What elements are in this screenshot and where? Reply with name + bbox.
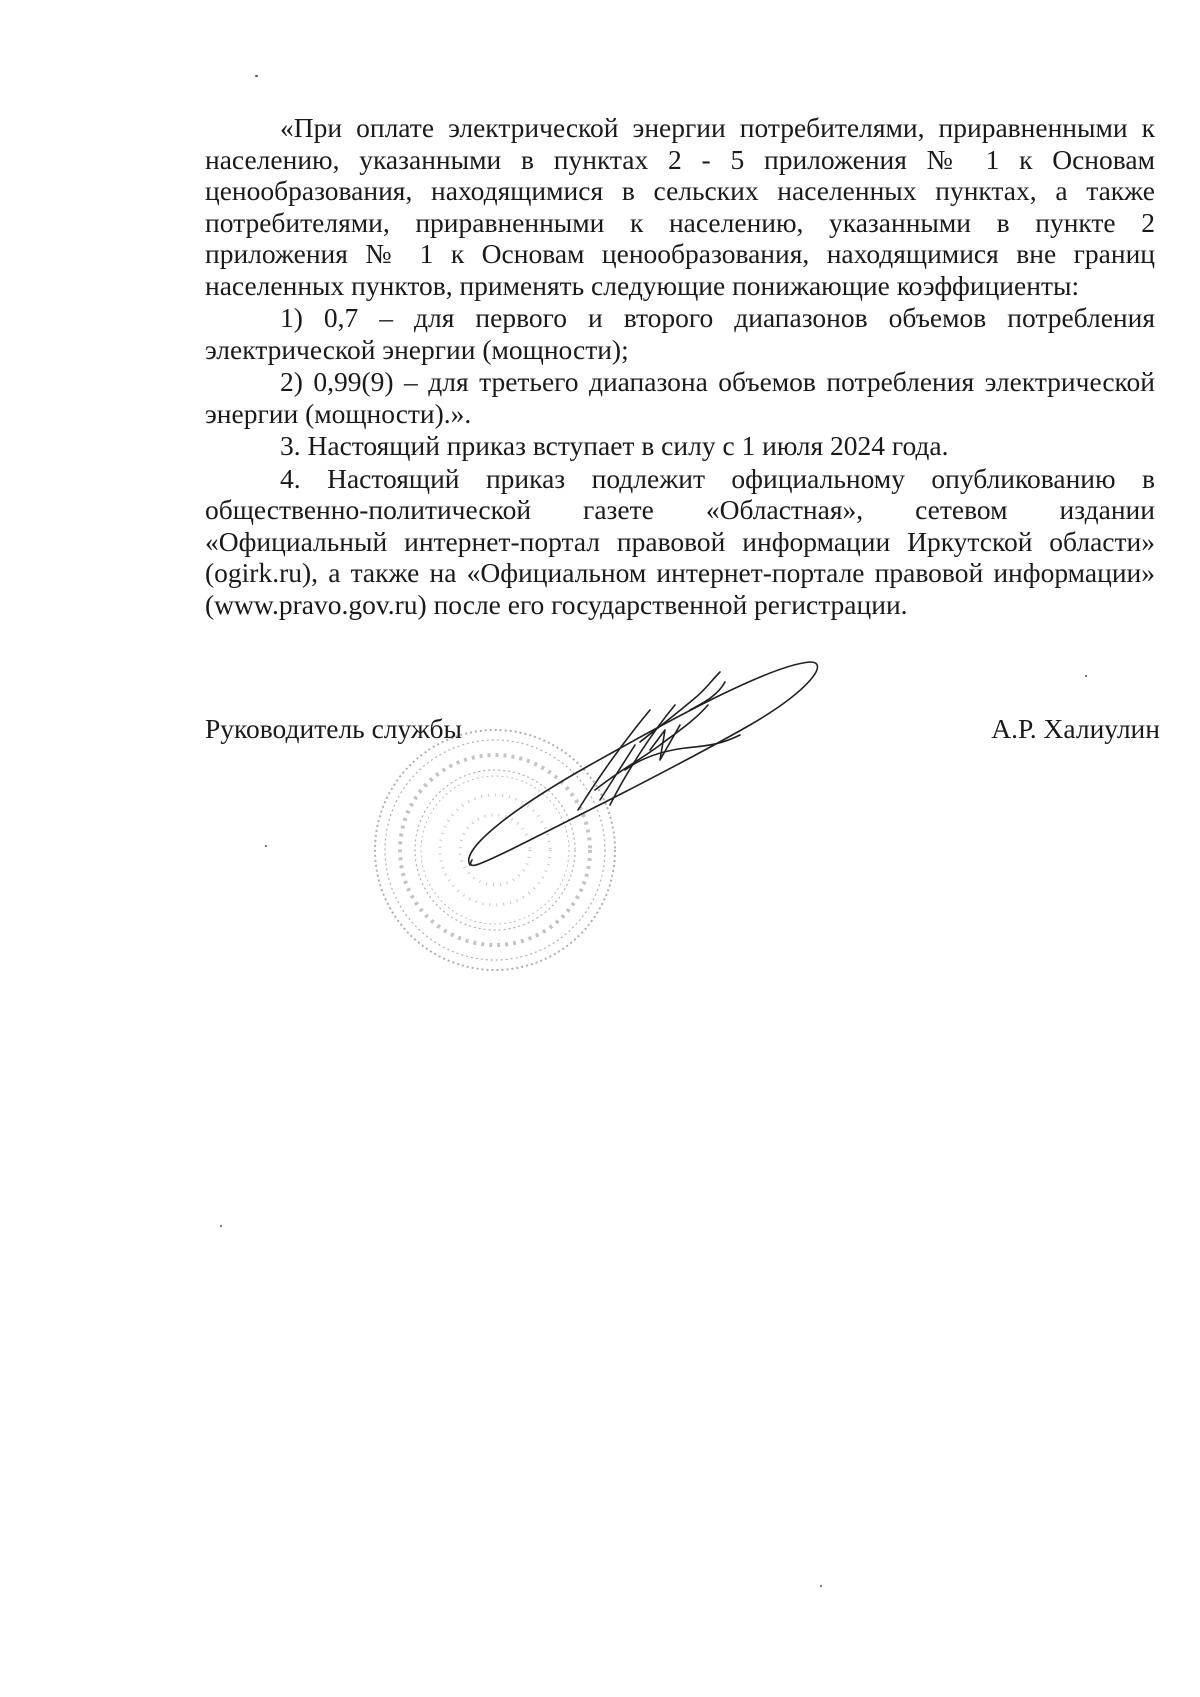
paragraph-tariff-coefficients: «При оплате электрической энергии потребителями, приравненными к населению, указанными в пунктах 2 - 5 приложения № 1 к Основам ценообразования, находящимися в сельских населенных пунктах, а также потребителями, приравненными к населению, указанными в пункте 2 приложения № 1 к Основам ценообразования, находящимися вне границ населенных пунктов, применять следующие понижающие коэффициенты: — [205, 112, 1155, 301]
signatory-name: А.Р. Халиулин — [991, 713, 1160, 744]
scan-speck — [820, 1585, 822, 1587]
paragraph-effective-date: 3. Настоящий приказ вступает в силу с 1 июля 2024 года. — [280, 430, 949, 461]
document-body — [205, 112, 1155, 620]
list-item-coefficient-2: 2) 0,99(9) – для третьего диапазона объемов потребления электрической энергии (мощности).». — [205, 366, 1155, 429]
paragraph-publication: 4. Настоящий приказ подлежит официальному опубликованию в общественно-политической газете «Областная», сетевом издании «Официальный интернет-портал правовой информации Иркутской области» (ogirk.ru), а также на «Официальном интернет-портале правовой информации» (www.pravo.gov.ru) после его государственной регистрации. — [205, 462, 1155, 620]
scan-speck — [220, 1225, 222, 1227]
scan-speck — [1085, 675, 1087, 677]
scan-speck — [265, 845, 267, 847]
scan-speck — [255, 75, 258, 77]
handwritten-signature-icon — [450, 650, 830, 880]
signatory-role: Руководитель службы — [205, 713, 463, 744]
list-item-coefficient-1: 1) 0,7 – для первого и второго диапазонов объемов потребления электрической энергии (мощности); — [205, 302, 1155, 365]
